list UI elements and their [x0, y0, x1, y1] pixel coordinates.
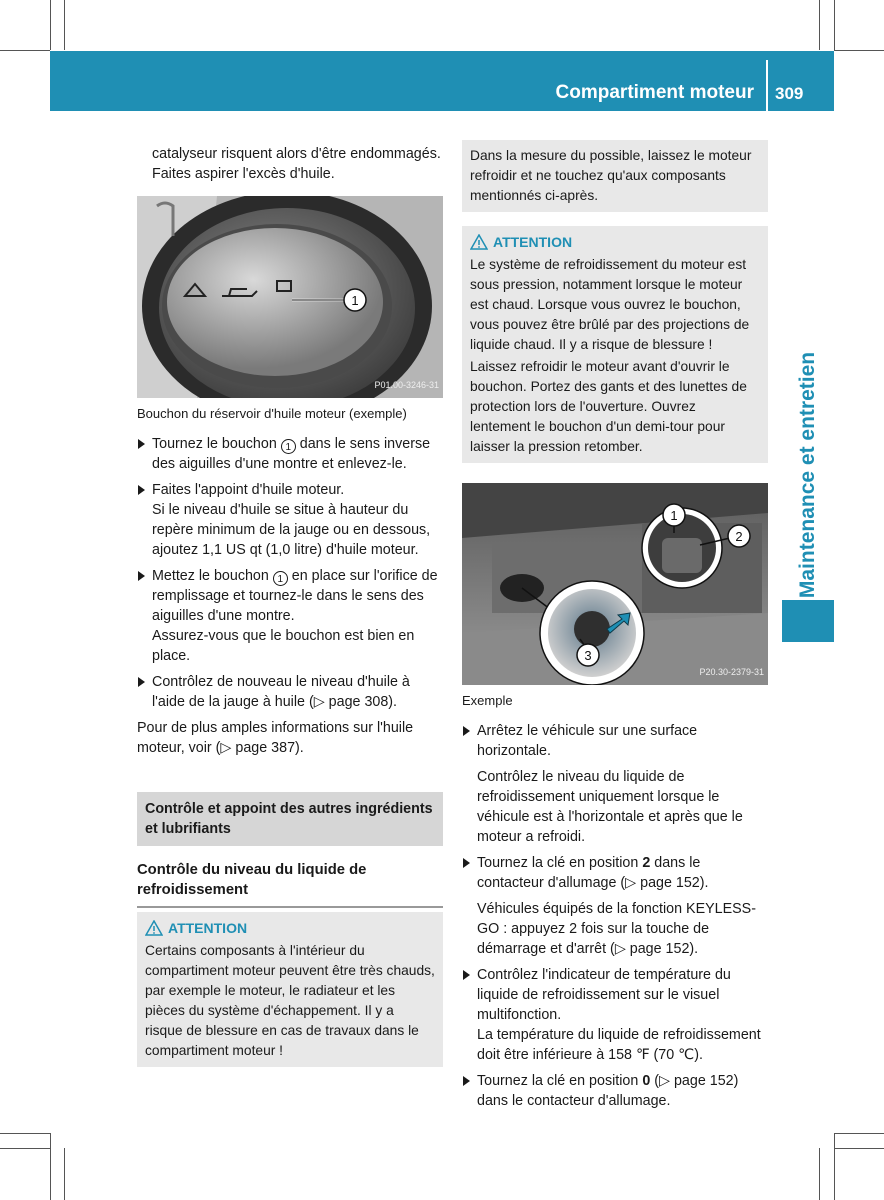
warning-text: Le système de refroidissement du moteur est sous pression, notamment lorsque le moteur est chaud. Lorsque vous ouvrez le bouchon, vous pouvez être brûlé par des projections de liquide chaud. Il y a risque de blessure ! [470, 257, 750, 352]
crop-mark [834, 1133, 884, 1134]
warning-text: Certains composants à l'intérieur du compartiment moteur peuvent être très chauds, par exemple le moteur, le radiateur et les pièces du système d'échappement. Il y a risque de blessure en cas de travaux dans le compartiment moteur ! [145, 943, 435, 1058]
paragraph: Contrôlez le niveau du liquide de refroidissement uniquement lorsque le véhicule est à l'horizontale et après que le moteur a refroidi. [477, 769, 743, 845]
engine-bay-illustration [462, 483, 768, 685]
warning-title: ATTENTION [145, 918, 435, 938]
section-heading: Contrôle et appoint des autres ingrédients et lubrifiants [137, 792, 443, 846]
crop-mark [819, 0, 820, 50]
callout-2: 2 [735, 529, 743, 544]
warning-box [462, 226, 768, 463]
list-item: Contrôlez de nouveau le niveau d'huile à l'aide de la jauge à huile (▷ page 308). [137, 672, 443, 712]
crop-mark [834, 0, 835, 50]
sub-heading: Contrôle du niveau du liquide de refroidissement [137, 860, 443, 908]
page-title: Compartiment moteur [555, 82, 754, 103]
list-item: Mettez le bouchon 1 en place sur l'orifice de remplissage et tournez-le dans le sens des aiguilles d'une montre. Assurez-vous que le bouchon est bien en place. [137, 566, 443, 666]
side-tab-marker [782, 600, 834, 642]
oil-cap-figure [137, 196, 443, 398]
intro-paragraph: catalyseur risquent alors d'être endommagés. Faites aspirer l'excès d'huile. [152, 146, 441, 182]
callout-1: 1 [670, 508, 678, 523]
right-column [462, 140, 768, 1117]
list-item: Tournez le bouchon 1 dans le sens inverse des aiguilles d'une montre et enlevez-le. [137, 434, 443, 474]
figure-code: P20.30-2379-31 [699, 667, 764, 677]
left-column [137, 144, 443, 1067]
crop-mark [50, 1133, 51, 1200]
callout-1: 1 [351, 293, 359, 308]
note-box: Dans la mesure du possible, laissez le moteur refroidir et ne touchez qu'aux composants mentionnés ci-après. [462, 140, 768, 212]
crop-mark [834, 1148, 884, 1149]
crop-mark [50, 0, 51, 50]
crop-mark [0, 50, 50, 51]
list-item: Contrôlez l'indicateur de température du liquide de refroidissement sur le visuel multifonction. La température du liquide de refroidissement doit être inférieure à 158 ℉ (70 ℃). [462, 965, 768, 1065]
figure-caption: Exemple [462, 693, 513, 708]
paragraph: Véhicules équipés de la fonction KEYLESS-GO : appuyez 2 fois sur la touche de démarrage et d'arrêt (▷ page 152). [477, 901, 756, 957]
crop-mark [0, 1133, 50, 1134]
warning-text: Laissez refroidir le moteur avant d'ouvrir le bouchon. Portez des gants et des lunettes de protection lors de l'ouverture. Ouvrez lentement le bouchon d'un demi-tour pour laisser la pression retomber. [470, 359, 747, 454]
page-number: 309 [775, 84, 804, 103]
crop-mark [64, 0, 65, 50]
list-item: Tournez la clé en position 0 (▷ page 152) dans le contacteur d'allumage. [462, 1071, 768, 1111]
crop-mark [819, 1148, 820, 1200]
warning-triangle-icon [470, 234, 488, 250]
crop-mark [834, 1133, 835, 1200]
list-item: Tournez la clé en position 2 dans le contacteur d'allumage (▷ page 152). [462, 853, 768, 893]
list-item: Arrêtez le véhicule sur une surface horizontale. [462, 721, 768, 761]
callout-3: 3 [584, 648, 592, 663]
figure-caption: Bouchon du réservoir d'huile moteur (exemple) [137, 406, 407, 421]
warning-title: ATTENTION [470, 232, 760, 252]
list-item: Faites l'appoint d'huile moteur. Si le niveau d'huile se situe à hauteur du repère minimum de la jauge ou en dessous, ajoutez 1,1 US qt (1,0 litre) d'huile moteur. [137, 480, 443, 560]
crop-mark [0, 1148, 50, 1149]
warning-triangle-icon [145, 920, 163, 936]
crop-mark [64, 1148, 65, 1200]
figure-code: P01.00-3246-31 [374, 380, 439, 390]
crop-mark [834, 50, 884, 51]
engine-bay-figure [462, 483, 768, 685]
header-divider [766, 60, 768, 111]
side-tab-label: Maintenance et entretien [796, 351, 819, 599]
oil-cap-illustration [137, 196, 443, 398]
more-info-paragraph: Pour de plus amples informations sur l'huile moteur, voir (▷ page 387). [137, 720, 414, 756]
warning-box [137, 912, 443, 1067]
